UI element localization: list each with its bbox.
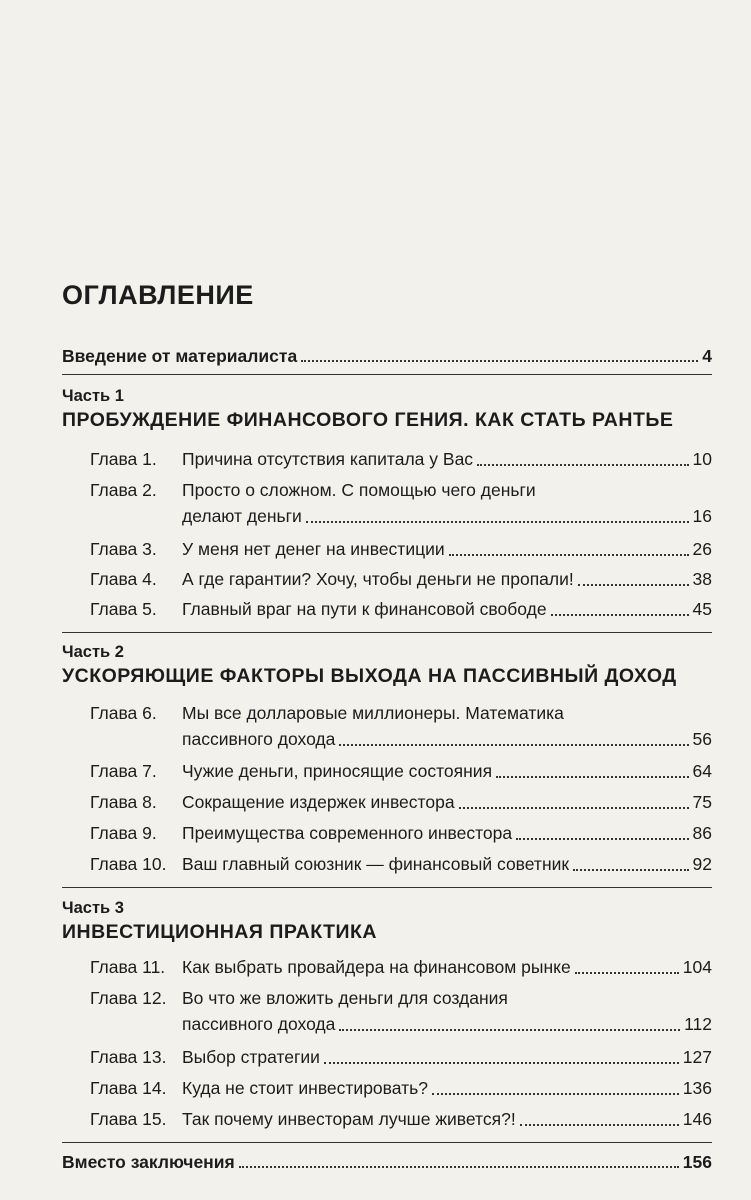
chapter-page: 26 xyxy=(692,539,712,559)
chapter-page: 45 xyxy=(692,599,712,619)
divider xyxy=(62,632,712,633)
part-2-title: УСКОРЯЮЩИЕ ФАКТОРЫ ВЫХОДА НА ПАССИВНЫЙ ДОХОД xyxy=(62,665,677,687)
dot-leader xyxy=(339,744,688,746)
chapter-title: Во что же вложить деньги для создания xyxy=(182,988,508,1008)
chapter-title: Выбор стратегии xyxy=(182,1047,320,1067)
chapter-page: 104 xyxy=(682,957,712,977)
chapter-page: 146 xyxy=(682,1109,712,1129)
dot-leader xyxy=(578,584,689,586)
chapter-label: Глава 7. xyxy=(90,761,157,781)
chapter-title-cont: делают деньги xyxy=(182,506,302,526)
chapter-label: Глава 8. xyxy=(90,792,157,812)
intro-page: 4 xyxy=(702,346,712,366)
dot-leader xyxy=(477,464,688,466)
chapter-title: А где гарантии? Хочу, чтобы деньги не пропали! xyxy=(182,569,574,589)
dot-leader xyxy=(516,838,688,840)
dot-leader xyxy=(339,1029,680,1031)
chapter-label: Глава 5. xyxy=(90,599,157,619)
chapter-title: У меня нет денег на инвестиции xyxy=(182,539,445,559)
dot-leader xyxy=(551,614,689,616)
chapter-label: Глава 14. xyxy=(90,1078,167,1098)
chapter-label: Глава 1. xyxy=(90,449,157,469)
dot-leader xyxy=(459,807,689,809)
chapter-title-cont: пассивного дохода xyxy=(182,1014,336,1034)
dot-leader xyxy=(301,360,698,362)
chapter-title: Мы все долларовые миллионеры. Математика xyxy=(182,703,564,723)
toc-intro[interactable] xyxy=(62,344,712,368)
chapter-title-cont: пассивного дохода xyxy=(182,729,336,749)
chapter-label: Глава 9. xyxy=(90,823,157,843)
dot-leader xyxy=(306,521,689,523)
part-1-label: Часть 1 xyxy=(62,387,124,405)
chapter-page: 112 xyxy=(684,1014,712,1034)
chapter-page: 16 xyxy=(692,506,712,526)
chapter-title: Так почему инвесторам лучше живется?! xyxy=(182,1109,516,1129)
page-title: ОГЛАВЛЕНИЕ xyxy=(62,280,254,310)
divider xyxy=(62,374,712,375)
dot-leader xyxy=(449,554,689,556)
chapter-label: Глава 12. xyxy=(90,988,167,1008)
chapter-title: Просто о сложном. С помощью чего деньги xyxy=(182,480,536,500)
dot-leader xyxy=(573,869,688,871)
chapter-label: Глава 10. xyxy=(90,854,167,874)
chapter-page: 136 xyxy=(682,1078,712,1098)
chapter-page: 92 xyxy=(692,854,712,874)
chapter-page: 86 xyxy=(692,823,712,843)
chapter-label: Глава 13. xyxy=(90,1047,167,1067)
chapter-title: Причина отсутствия капитала у Вас xyxy=(182,449,474,469)
intro-label: Введение от материалиста xyxy=(62,346,298,366)
chapter-label: Глава 4. xyxy=(90,569,157,589)
divider xyxy=(62,887,712,888)
outro-label: Вместо заключения xyxy=(62,1152,235,1172)
chapter-title: Преимущества современного инвестора xyxy=(182,823,513,843)
dot-leader xyxy=(496,776,688,778)
dot-leader xyxy=(575,972,679,974)
dot-leader xyxy=(432,1093,679,1095)
chapter-label: Глава 11. xyxy=(90,957,166,977)
chapter-page: 56 xyxy=(692,729,712,749)
chapter-page: 64 xyxy=(692,761,712,781)
part-3-title: ИНВЕСТИЦИОННАЯ ПРАКТИКА xyxy=(62,921,378,943)
part-3-label: Часть 3 xyxy=(62,899,124,917)
chapter-page: 127 xyxy=(682,1047,712,1067)
chapter-label: Глава 3. xyxy=(90,539,157,559)
chapter-label: Глава 6. xyxy=(90,703,157,723)
chapter-page: 10 xyxy=(692,449,712,469)
chapter-page: 75 xyxy=(692,792,712,812)
chapter-title: Сокращение издержек инвестора xyxy=(182,792,455,812)
chapter-label: Глава 15. xyxy=(90,1109,167,1129)
chapter-title: Ваш главный союзник — финансовый советник xyxy=(182,854,570,874)
chapter-title: Главный враг на пути к финансовой свободе xyxy=(182,599,547,619)
part-1-title: ПРОБУЖДЕНИЕ ФИНАНСОВОГО ГЕНИЯ. КАК СТАТЬ РАНТЬЕ xyxy=(62,409,674,431)
chapter-label: Глава 2. xyxy=(90,480,157,500)
part-2-label: Часть 2 xyxy=(62,643,124,661)
dot-leader xyxy=(239,1166,679,1168)
chapter-title: Чужие деньги, приносящие состояния xyxy=(182,761,493,781)
outro-page: 156 xyxy=(682,1152,712,1172)
divider xyxy=(62,1142,712,1143)
dot-leader xyxy=(324,1062,679,1064)
dot-leader xyxy=(520,1124,679,1126)
chapter-title: Куда не стоит инвестировать? xyxy=(182,1078,428,1098)
chapter-page: 38 xyxy=(692,569,712,589)
chapter-title: Как выбрать провайдера на финансовом рынке xyxy=(182,957,571,977)
toc-outro[interactable] xyxy=(62,1150,712,1174)
